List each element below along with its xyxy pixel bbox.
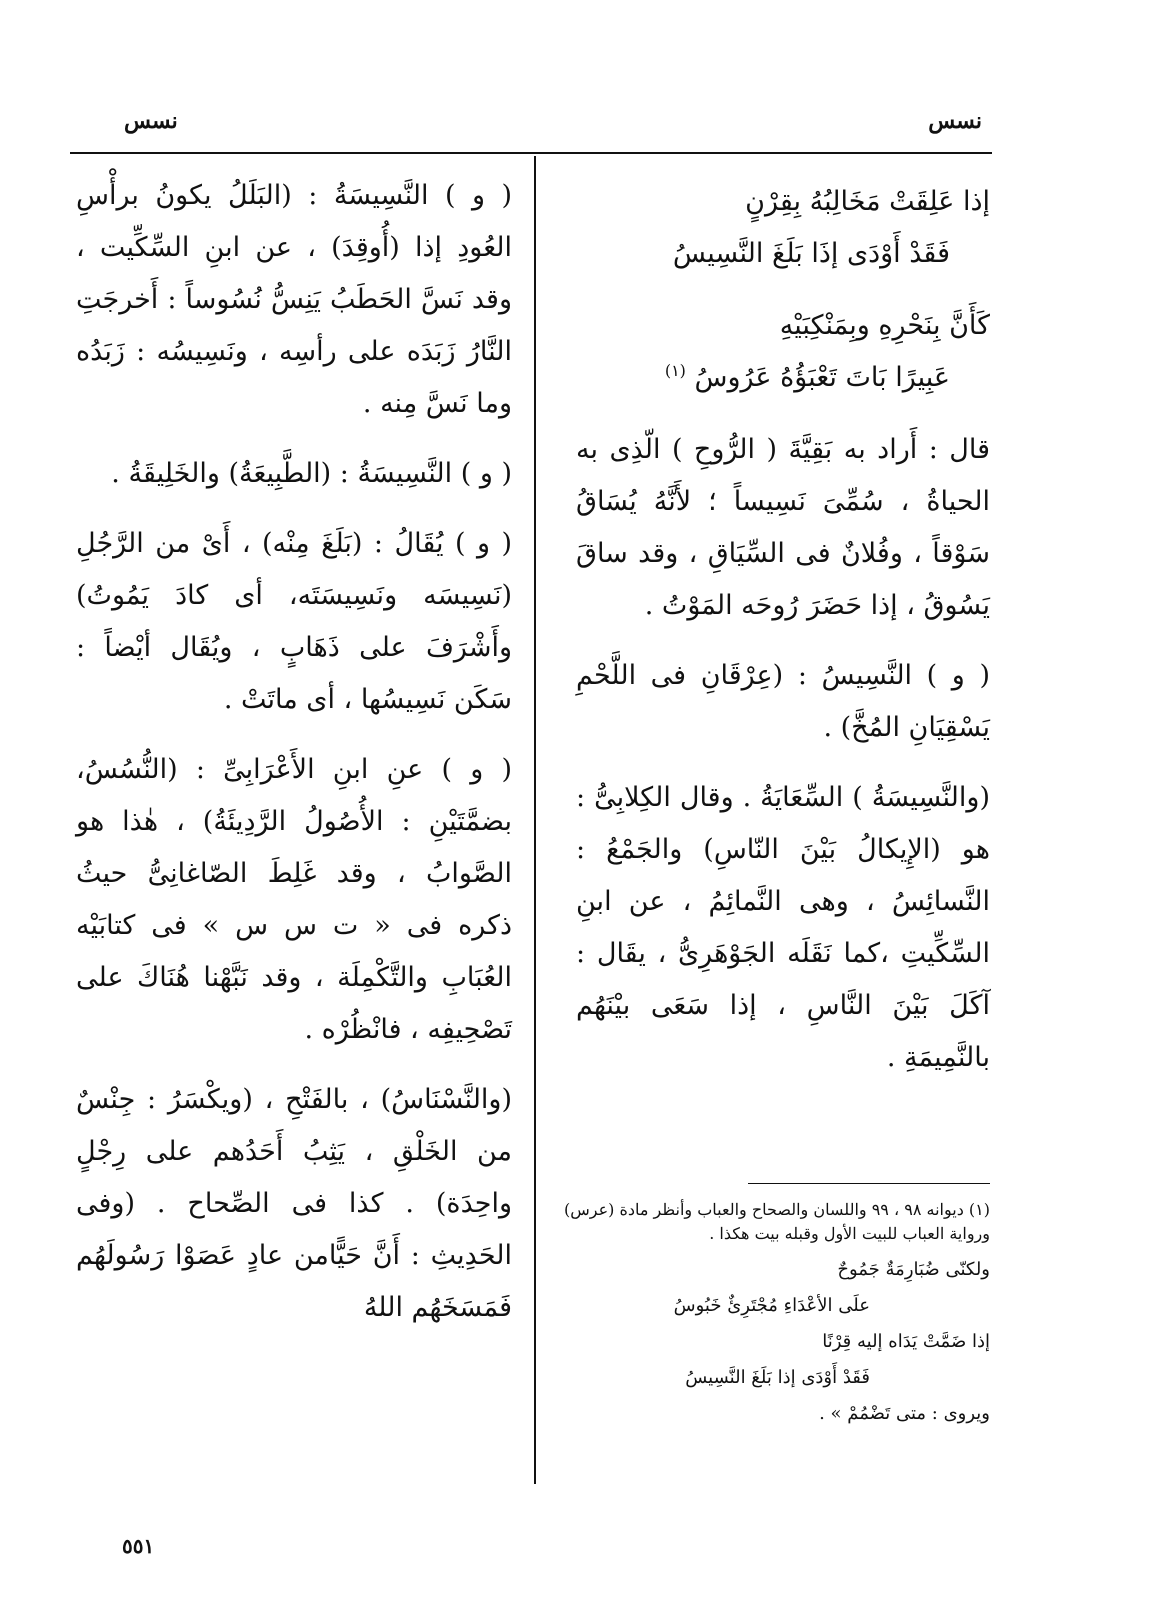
entry-paragraph: ( و ) النَّسِيسَةُ : (البَلَلُ يكونُ برأْسِ العُودِ إذا (أُوقِدَ) ، عن ابنِ السِّكِّيت ، وقد نَسَّ الحَطَبُ يَنِسُّ نُسُوساً : أَخرجَتِ النَّارُ زَبَدَه على رأسِه ، ونَسِيسُه : زَبَدُه وما نَسَّ مِنه . [76,180,512,419]
column-divider [534,156,536,1484]
verse-line-2: فَقَدْ أَوْدَى إذَا بَلَغَ النَّسِيسُ [672,238,950,269]
verse-gap [576,404,990,424]
running-head-left: نسس [124,108,178,134]
footnote-rule [748,1183,990,1184]
left-column [76,170,512,1352]
entry-paragraph: ( و ) عنِ ابنِ الأَعْرَابِىِّ : (النُّسُسُ، بضمَّتَيْنِ : الأُصُولُ الرَّدِيئَةُ) ، هٰذا هو الصَّوابُ ، وقد غَلِطَ الصّاغانِىُّ حيثُ ذكره فى « ت س س » فى كتابَيْه العُبَابِ والتَّكْمِلَة ، وقد نَبَّهْنا هُنَاكَ على تَصْحِيفِه ، فانْظُرْه . [76,754,512,1045]
entry-paragraph: ( و ) يُقَالُ : (بَلَغَ مِنْه) ، أَىْ من الرَّجُلِ (نَسِيسَه ونَسِيسَتَه، أى كادَ يَمُوتُ) وأَشْرَفَ على ذَهَابٍ ، ويُقَال أيْضاً : سَكَن نَسِيسُها ، أى ماتَتْ . [76,528,512,715]
running-head-right: نسس [928,108,982,134]
entry-paragraph: (والنَّسِيسَةُ ) السِّعَايَةُ . وقال الكِلابِىُّ : هو (الإِيكالُ بَيْنَ النّاسِ) والجَمْعُ : النَّسائِسُ ، وهى النَّمائِمُ ، عن ابنِ السِّكِّيتِ ،كما نَقَلَه الجَوْهَرِىُّ ، يقَال : آكَلَ بَيْنَ النَّاسِ ، إذا سَعَى بيْنَهُم بالنَّمِيمَةِ . [576,782,990,1073]
footnote-reference: (١) [664,361,686,380]
entry-paragraph: (والنَّسْنَاسُ) ، بالفَتْحِ ، (ويكْسَرُ : جِنْسٌ من الخَلْقِ ، يَثِبُ أَحَدُهم على رِجْلٍ واحِدَة) . كذا فى الصِّحاح . (وفى الحَدِيثِ : أَنَّ حَيًّامن عادٍ عَصَوْا رَسُولَهُم فَمَسَخَهُم اللهُ [76,1084,512,1323]
entry-paragraph: ( و ) النَّسِيسُ : (عِرْقَانِ فى اللَّحْمِ يَسْقِيَانِ المُخَّ) . [576,660,990,743]
verse-line-1: إذا عَلِقَتْ مَخَالِبُهُ بِقِرْنٍ [745,186,990,217]
right-column [576,176,990,1102]
header-rule [70,152,992,154]
entry-paragraph: ( و ) النَّسِيسَةُ : (الطَّبِيعَةُ) والخَلِيقَةُ . [111,458,512,489]
footnote-verse-2: علَى الأعْدَاءِ مُجْتَرِئٌ خَبُوسُ [673,1295,870,1316]
footnote-verse-3: إذا ضَمَّتْ يَدَاه إليه قِرْنًا [822,1331,990,1352]
footnote-text: (١) ديوانه ٩٨ ، ٩٩ واللسان والصحاح والعباب وأنظر مادة (عرس) ورواية العباب للبيت الأول وقبله بيت هكذا . [564,1200,990,1243]
verse-line-4 [576,352,990,404]
footnote-verse-1: ولكنّى ضُبَارِمَةٌ جَمُوحٌ [837,1259,990,1280]
footnote-variant: ويروى : متى تَضْمُمْ » . [819,1403,990,1424]
verse-gap [576,280,990,300]
verse-line-4-text: عَبِيرًا بَاتَ تَعْبَؤُهُ عَرُوسُ [694,362,950,393]
footnotes [560,1198,990,1432]
entry-paragraph: قال : أَراد به بَقِيَّةَ ( الرُّوحِ ) الّذِى به الحياةُ ، سُمِّىَ نَسِيساً ؛ لأَنَّهُ يُسَاقُ سَوْقاً ، وفُلانٌ فى السِّيَاقِ ، وقد ساقَ يَسُوقُ ، إذا حَضَرَ رُوحَه المَوْتُ . [576,434,990,621]
verse-line-3: كَأَنَّ بِنَحْرِهِ وبِمَنْكِبَيْهِ [779,310,990,341]
footnote-verse-4: فَقَدْ أَوْدَى إذا بَلَغَ النَّسِيسُ [685,1367,870,1388]
page-number: ٥٥١ [122,1534,155,1558]
